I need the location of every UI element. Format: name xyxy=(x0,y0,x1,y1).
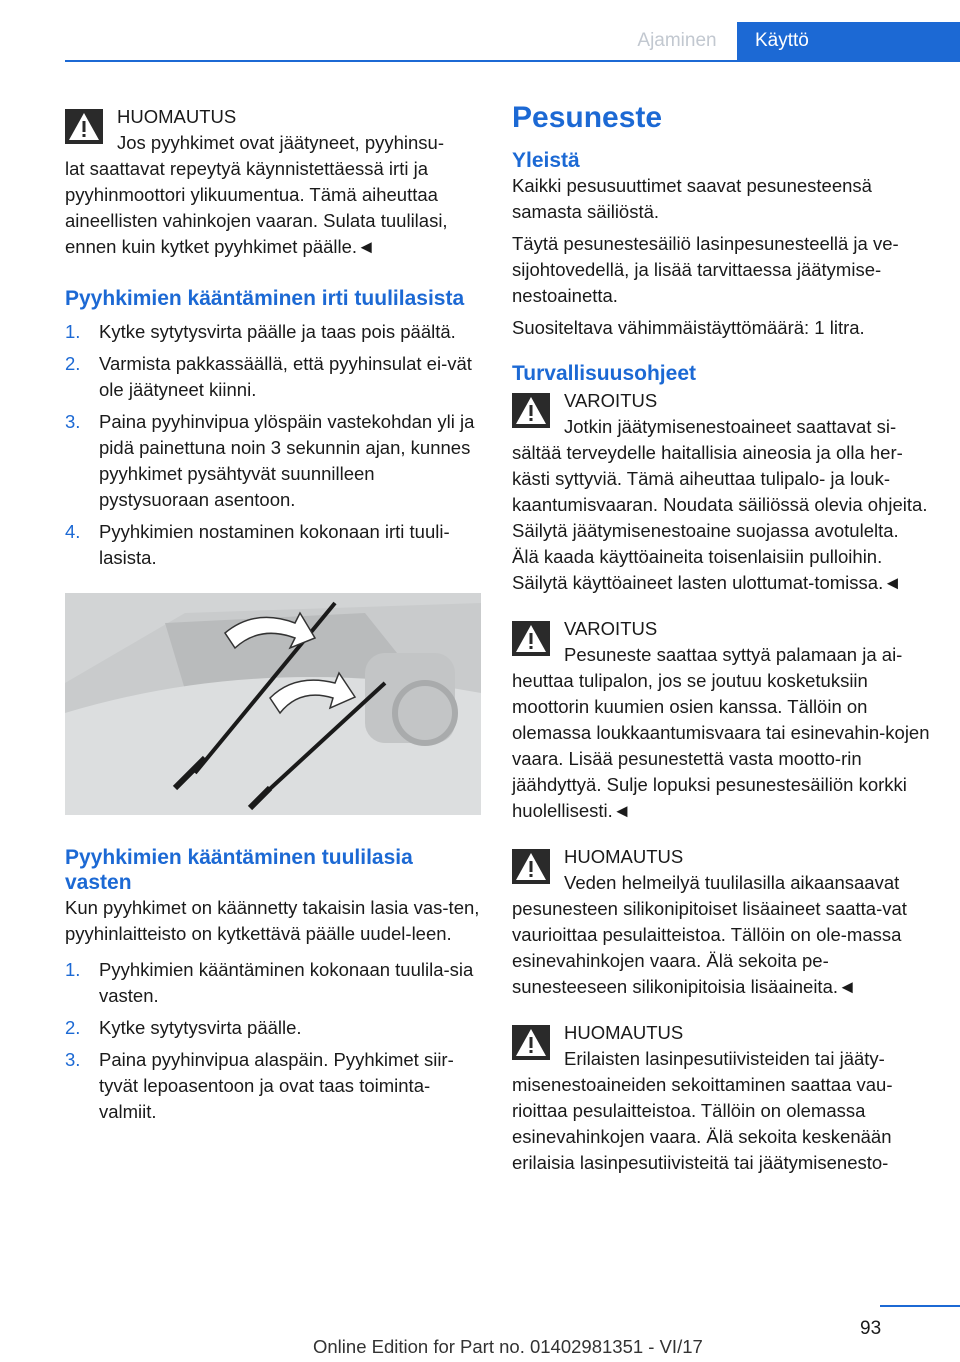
page-number: 93 xyxy=(860,1318,882,1339)
notice-text-first-line: Erilaisten lasinpesutiivisteiden tai jääty- xyxy=(564,1048,885,1069)
paragraph: Täytä pesunestesäiliö lasinpesunesteellä ja ve-sijohtovedellä, ja lisää tarvittaessa jäätymise-nestoainetta. xyxy=(512,233,899,306)
warning-triangle-icon xyxy=(512,393,550,428)
notice-title: HUOMAUTUS xyxy=(564,846,684,867)
section-heading-wipers-lift: Pyyhkimien kääntäminen irti tuulilasista xyxy=(65,287,465,310)
section-intro: Kun pyyhkimet on käännetty takaisin lasia vas-ten, pyyhinlaitteisto on kytkettävä päälle uudel-leen. xyxy=(65,897,480,944)
list-item xyxy=(65,1015,481,1041)
warning-triangle-icon xyxy=(512,1025,550,1060)
notice-title: HUOMAUTUS xyxy=(117,106,237,127)
list-item xyxy=(65,957,481,1009)
list-item xyxy=(65,409,481,513)
notice-title: HUOMAUTUS xyxy=(564,1022,684,1043)
notice-box xyxy=(512,844,930,1000)
notice-text-rest: pesunesteen silikonipitoiset lisäaineet saatta-vat vaurioittaa pesulaitteistoa. Tällöin on ole-massa esinevahinkojen vaara. Älä sekoita pe-sunesteeseen silikonipitoisia lisäaineita.◄ xyxy=(512,898,907,997)
left-column xyxy=(65,90,481,1131)
notice-box xyxy=(65,104,481,260)
section-heading-general: Yleistä xyxy=(512,149,580,172)
list-item xyxy=(65,351,481,403)
step-number: 3. xyxy=(65,411,81,432)
warning-triangle-icon xyxy=(512,621,550,656)
notice-text-rest: misenestoaineiden sekoittaminen saattaa vau-rioittaa pesulaitteistoa. Tällöin on olemassa esinevahinkojen vaara. Älä sekoita keskenään erilaisia lasinpesutiivisteitä tai jäätymisenesto- xyxy=(512,1074,893,1173)
step-text: Kytke sytytysvirta päälle. xyxy=(99,1017,302,1038)
step-number: 2. xyxy=(65,1017,81,1038)
warning-text-first-line: Jotkin jäätymisenestoaineet saattavat si- xyxy=(564,416,897,437)
step-text: Pyyhkimien nostaminen kokonaan irti tuuli-lasista. xyxy=(99,521,450,568)
step-text: Varmista pakkassäällä, että pyyhinsulat ei-vät ole jäätyneet kiinni. xyxy=(99,353,472,400)
warning-triangle-icon xyxy=(512,849,550,884)
page-title: Pesuneste xyxy=(512,101,663,134)
warning-title: VAROITUS xyxy=(564,618,658,639)
notice-text xyxy=(65,130,481,260)
wiper-illustration xyxy=(65,593,481,815)
section-tab-kaytto[interactable]: Käyttö xyxy=(737,22,960,60)
step-number: 3. xyxy=(65,1049,81,1070)
section-tab-ajaminen[interactable]: Ajaminen xyxy=(637,30,717,51)
step-number: 1. xyxy=(65,959,81,980)
warning-text-rest: sältää terveydelle haitallisia aineosia ja olla her-kästi syttyviä. Tämä aiheuttaa tulipalo- ja louk-kaantumisvaaran. Noudata säiliössä olevia ohjeita. Säilytä jäätymisenestoaine suojassa avotulelta. Älä kaada käyttöaineita toisenlaisiin pulloihin. Säilytä käyttöaineet lasten ulottumat-tomissa.◄ xyxy=(512,442,928,593)
warning-text xyxy=(512,642,930,824)
step-number: 1. xyxy=(65,321,81,342)
steps-list-lift xyxy=(65,319,481,571)
warning-title: VAROITUS xyxy=(564,390,658,411)
list-item xyxy=(65,1047,481,1125)
notice-text-rest: lat saattavat repeytyä käynnistettäessä irti ja pyyhinmoottori ylikuumentua. Tämä aiheuttaa aineellisten vahinkojen vaaran. Sulata tuulilasi, ennen kuin kytket pyyhkimet päälle.◄ xyxy=(65,158,448,257)
step-text: Kytke sytytysvirta päälle ja taas pois päältä. xyxy=(99,321,456,342)
step-text: Paina pyyhinvipua alaspäin. Pyyhkimet siir-tyvät lepoasentoon ja ovat taas toiminta-valmiit. xyxy=(99,1049,454,1122)
page-header xyxy=(0,0,960,62)
warning-triangle-icon xyxy=(65,109,103,144)
list-item xyxy=(65,519,481,571)
notice-text-first-line: Veden helmeilyä tuulilasilla aikaansaavat xyxy=(564,872,900,893)
warning-text xyxy=(512,414,930,596)
warning-text-rest: heuttaa tulipalon, jos se joutuu kosketuksiin moottorin kuumien osien kanssa. Tällöin on olemassa loukkaantumisvaara tai esinevahin-kojen vaara. Lisää pesunestettä vasta mootto-rin jäähdyttyä. Sulje lopuksi pesunestesäiliön korkki huolellisesti.◄ xyxy=(512,670,930,821)
notice-text xyxy=(512,1046,930,1176)
right-column xyxy=(512,100,930,1176)
warning-box xyxy=(512,388,930,596)
paragraph: Suositeltava vähimmäistäyttömäärä: 1 litra. xyxy=(512,317,865,338)
notice-box xyxy=(512,1020,930,1176)
step-text: Paina pyyhinvipua ylöspäin vastekohdan yli ja pidä painettuna noin 3 sekunnin ajan, kunnes pyyhkimet pysähtyvät suunnilleen pystysuoraan asentoon. xyxy=(99,411,475,510)
header-rule xyxy=(65,60,960,62)
notice-text xyxy=(512,870,930,1000)
step-number: 2. xyxy=(65,353,81,374)
edition-footer: Online Edition for Part no. 01402981351 - VI/17 xyxy=(313,1336,703,1357)
step-number: 4. xyxy=(65,521,81,542)
paragraph: Kaikki pesusuuttimet saavat pesunesteensä samasta säiliöstä. xyxy=(512,175,872,222)
warning-text-first-line: Pesuneste saattaa syttyä palamaan ja ai- xyxy=(564,644,903,665)
section-heading-wipers-return: Pyyhkimien kääntäminen tuulilasia vasten xyxy=(65,846,413,894)
step-text: Pyyhkimien kääntäminen kokonaan tuulila-sia vasten. xyxy=(99,959,474,1006)
footer-rule xyxy=(880,1305,960,1307)
list-item xyxy=(65,319,481,345)
warning-box xyxy=(512,616,930,824)
section-heading-safety: Turvallisuusohjeet xyxy=(512,362,696,385)
notice-text-first-line: Jos pyyhkimet ovat jäätyneet, pyyhinsu- xyxy=(117,132,444,153)
steps-list-return xyxy=(65,957,481,1125)
